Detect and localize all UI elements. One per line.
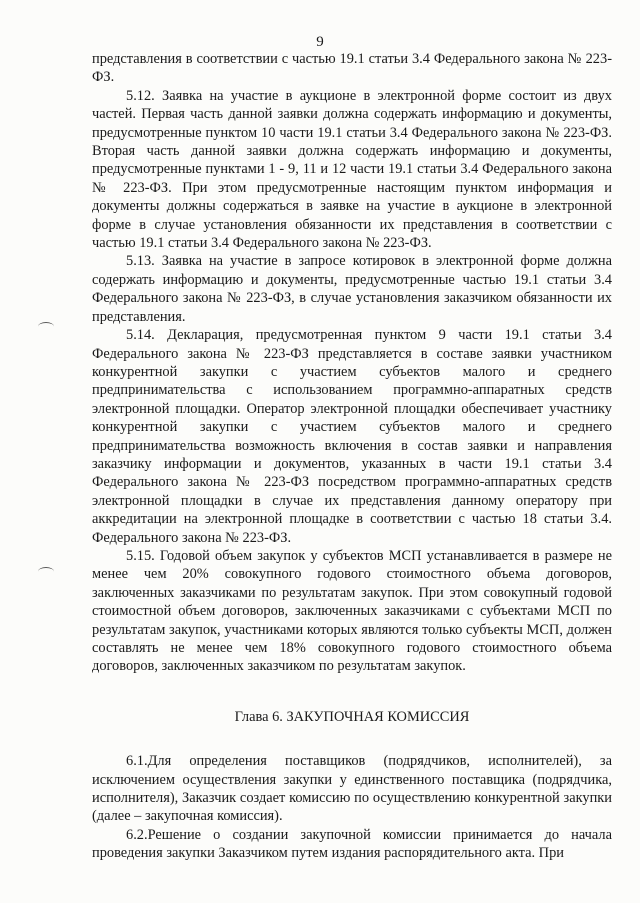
paragraph-6-1: 6.1.Для определения поставщиков (подрядчиков, исполнителей), за исключением осуществления закупки у единственного поставщика (подрядчика, исполнителя), Заказчик создает комиссию по осуществлению конкурентной закупки (далее – закупочная комиссия). xyxy=(92,753,612,825)
paragraph-5-12: 5.12. Заявка на участие в аукционе в электронной форме состоит из двух частей. Первая часть данной заявки должна содержать информацию и документы, предусмотренные пунктом 10 части 19.1 статьи 3.4 Федерального закона № 223-ФЗ. Вторая часть данной заявки должна содержать информацию и документы, предусмотренные пунктами 1 - 9, 11 и 12 части 19.1 статьи 3.4 Федерального закона № 223-ФЗ. При этом предусмотренные настоящим пунктом информация и документы должны содержаться в заявке на участие в аукционе в электронной форме в случае установления обязанности их представления в соответствии с частью 19.1 статьи 3.4 Федерального закона № 223-ФЗ. xyxy=(92,87,612,252)
paragraph-6-2: 6.2.Решение о создании закупочной комиссии принимается до начала проведения закупки Заказчиком путем издания распорядительного акта. При xyxy=(92,826,612,862)
document-body xyxy=(92,50,612,863)
paragraph-5-13: 5.13. Заявка на участие в запросе котировок в электронной форме должна содержать информацию и документы, предусмотренные частью 19.1 статьи 3.4 Федерального закона № 223-ФЗ, в случае установления заказчиком обязанности их представления. xyxy=(92,253,612,325)
margin-mark xyxy=(38,567,54,576)
chapter-heading: Глава 6. ЗАКУПОЧНАЯ КОМИССИЯ xyxy=(234,708,470,725)
paragraph-5-15: 5.15. Годовой объем закупок у субъектов МСП устанавливается в размере не менее чем 20% совокупного годового стоимостного объема договоров, заключенных заказчиками по результатам закупок. При этом совокупный годовой стоимостной объем договоров, заключенных заказчиками с субъектами МСП по результатам закупок, участниками которых являются только субъекты МСП, должен составлять не менее чем 18% совокупного годового стоимостного объема договоров, заключенных заказчиком по результатам закупок. xyxy=(92,547,612,675)
paragraph-5-14: 5.14. Декларация, предусмотренная пунктом 9 части 19.1 статьи 3.4 Федерального закона № 223-ФЗ представляется в составе заявки участником конкурентной закупки с участием субъектов малого и среднего предпринимательства с использованием программно-аппаратных средств электронной площадки. Оператор электронной площадки обеспечивает участнику конкурентной закупки с участием субъектов малого и среднего предпринимательства возможность включения в состав заявки и направления заказчику информации и документов, указанных в части 19.1 статьи 3.4 Федерального закона № 223-ФЗ посредством программно-аппаратных средств электронной площадки в случае их представления данному оператору при аккредитации на электронной площадке в соответствии с частью 18 статьи 3.4. Федерального закона № 223-ФЗ. xyxy=(92,327,612,546)
page-number: 9 xyxy=(316,34,324,50)
margin-mark xyxy=(38,322,54,331)
paragraph-continuation: представления в соответствии с частью 19.1 статьи 3.4 Федерального закона № 223-ФЗ. xyxy=(92,51,612,86)
